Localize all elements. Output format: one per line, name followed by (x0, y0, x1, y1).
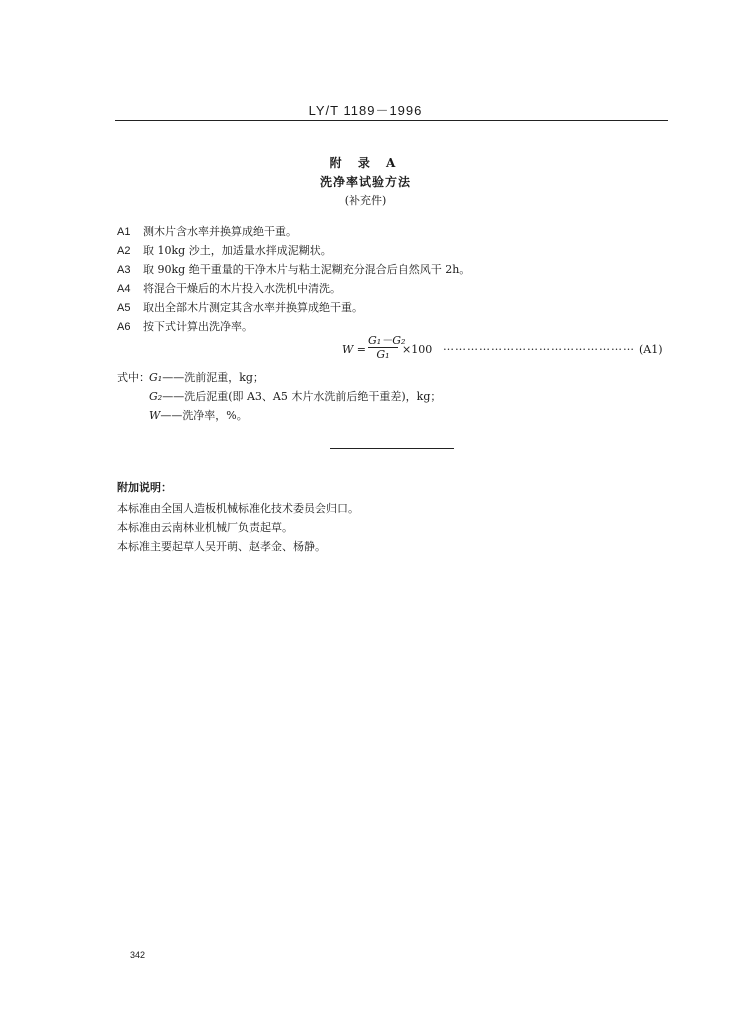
header-rule (115, 120, 668, 121)
step-id: A1 (117, 226, 131, 238)
variable-definition (149, 388, 441, 404)
formula-denominator: G₁ (376, 348, 390, 361)
step-text: 取 10kg 沙土，加适量水拌成泥糊状。 (143, 244, 332, 257)
variable-symbol: G₁ (149, 371, 163, 384)
additional-info-title: 附加说明： (117, 481, 172, 494)
formula-leader-dots: ………………………………………… (443, 340, 635, 353)
procedure-steps (117, 222, 470, 336)
appendix-label: 附 录 A (329, 156, 402, 170)
step-id: A2 (117, 245, 131, 257)
step-item (117, 317, 470, 336)
step-item (117, 298, 470, 317)
additional-info-line: 本标准由全国人造板机械标准化技术委员会归口。 (117, 502, 359, 515)
page-number: 342 (130, 950, 146, 960)
step-text: 将混合干燥后的木片投入水洗机中清洗。 (143, 282, 341, 295)
step-item (117, 260, 470, 279)
formula-multiplier: ×100 (402, 343, 433, 356)
variables-lead: 式中： (117, 371, 150, 384)
variable-desc: ——洗净率，%。 (160, 409, 248, 422)
appendix-title: 洗净率试验方法 (319, 175, 411, 189)
variable-definition (149, 407, 248, 423)
step-text: 测木片含水率并换算成绝干重。 (143, 225, 297, 238)
equation-number: (A1) (639, 343, 663, 356)
step-text: 取 90kg 绝干重量的干净木片与粘土泥糊充分混合后自然风干 2h。 (143, 263, 471, 276)
variable-symbol: W (149, 409, 161, 422)
step-text: 取出全部木片测定其含水率并换算成绝干重。 (143, 301, 363, 314)
variable-desc: ——洗后泥重(即 A3、A5 木片水洗前后绝干重差)，kg； (162, 390, 442, 403)
formula-fraction (368, 334, 406, 361)
step-id: A5 (117, 302, 131, 314)
step-item (117, 222, 470, 241)
step-id: A6 (117, 321, 131, 333)
formula-numerator: G₁－G₂ (368, 334, 406, 347)
step-id: A4 (117, 283, 131, 295)
additional-info-list (117, 499, 359, 556)
step-text: 按下式计算出洗净率。 (143, 320, 253, 333)
step-item (117, 241, 470, 260)
section-divider (330, 448, 454, 449)
additional-info-line: 本标准由云南林业机械厂负责起草。 (117, 521, 293, 534)
additional-info-line: 本标准主要起草人吴开萌、赵孝金、杨静。 (117, 540, 326, 553)
variable-definition (149, 369, 264, 385)
variable-symbol: G₂ (149, 390, 163, 403)
formula-lhs: W = (342, 343, 367, 356)
step-item (117, 279, 470, 298)
appendix-note: (补充件) (344, 194, 387, 207)
step-id: A3 (117, 264, 131, 276)
standard-code: LY/T 1189－1996 (308, 103, 423, 118)
variable-desc: ——洗前泥重，kg； (162, 371, 264, 384)
